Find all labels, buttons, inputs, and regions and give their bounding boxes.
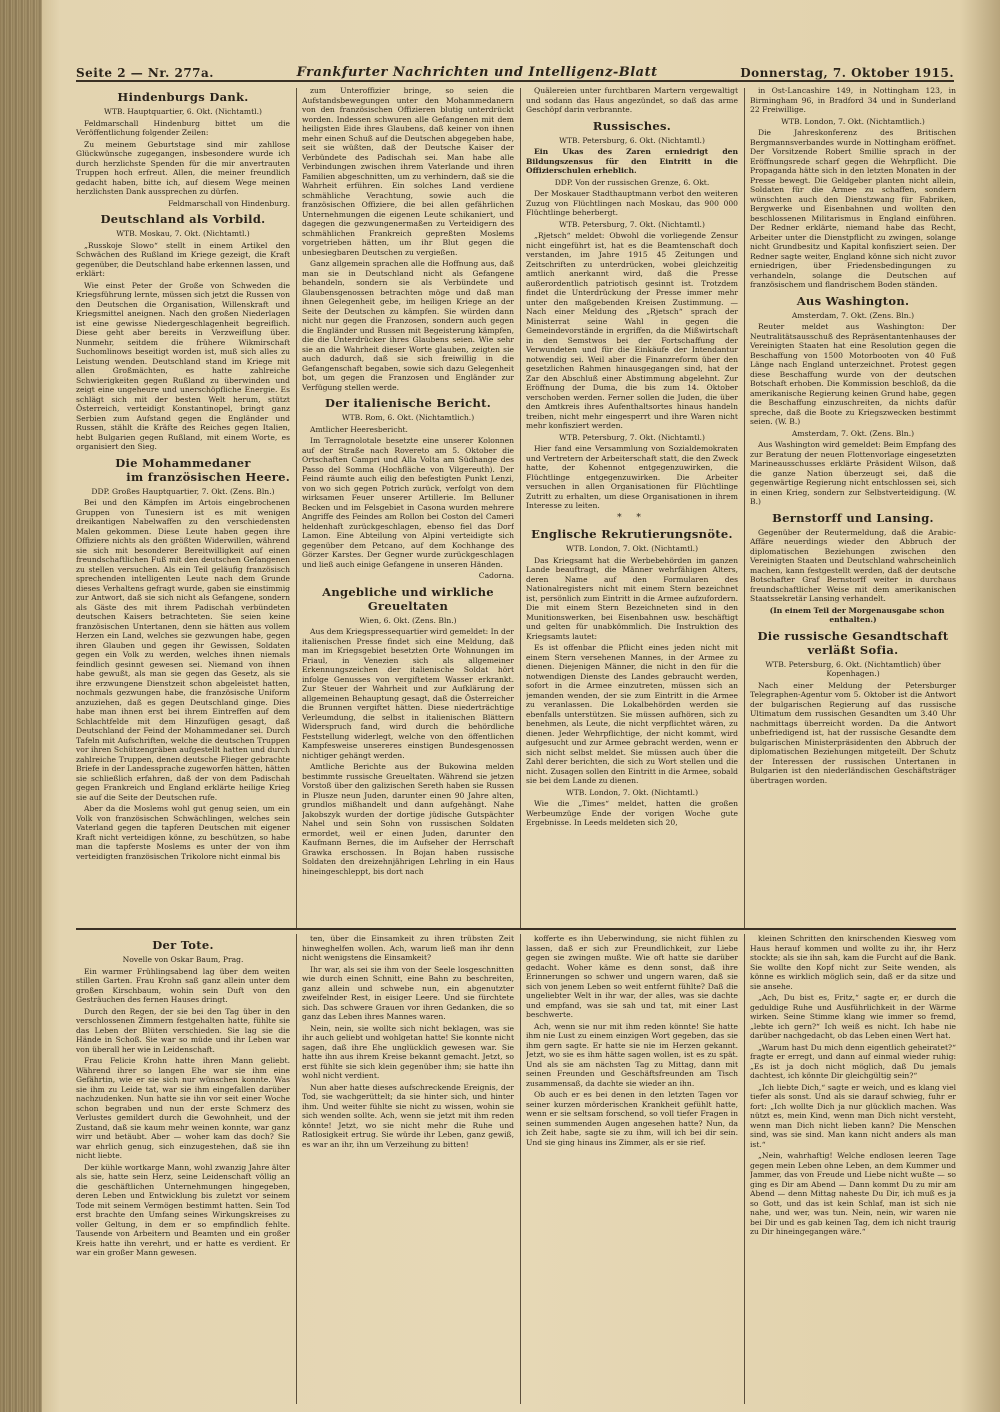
story-paragraph: Durch den Regen, der sie bei den Tag über in den verschlossenen Zimmern festgehalten hatte, fühlte sie das Leben der Blüten verschieden. Sie lag sie die Hände in Schoß. Sie war so müde und ihr Leben war von überall her wie in Leidenschaft. bbox=[76, 1006, 290, 1054]
book-binding bbox=[0, 0, 42, 1412]
feuilleton-column-1 bbox=[76, 934, 290, 1404]
article-signature: Cadorna. bbox=[478, 571, 514, 580]
article-paragraph: Aus dem Kriegspressequartier wird gemeldet: In der italienischen Presse findet sich eine Meldung, daß man im Kriegsgebiet besetzten Orte Wohnungen im Friaul, in Venezien sich als allgemeiner Erkennungszeichen der italienische Soldat hört infolge Genusses von vergiftetem Wasser erkrankt. Zur Steuer der Wahrheit und zur Aufklärung der allgemeinen Behauptung gesagt, daß die Österreicher die Brunnen vergiftet hätten. Diese niederträchtige Verleumdung, die selbst in italienischen Blättern Widerspruch fand, wird durch die behördliche Feststellung widerlegt, welche von den öffentlichen Kampfesweise unsereres einstigen Bundesgenossen nichtiger gehängt werden. bbox=[302, 627, 514, 760]
article-paragraph: Reuter meldet aus Washington: Der Neutralitätsausschuß des Repräsentantenhauses der Vereinigten Staaten hat eine Resolution gegen die Beschaffung von 1500 Motorbooten von 40 Fuß Länge nach England unterzeichnet. Protest gegen diese Beschaffung wurde von der deutschen Botschaft erhoben. Die Kommission beschloß, da die amerikanische Regierung keinen Grund habe, gegen die Beschaffung einzuschreiten, da nichts dafür spreche, daß die Boote zu Kriegszwecken bestimmt seien. (W. B.) bbox=[750, 322, 956, 426]
article-paragraph: in Ost-Lancashire 149, in Nottingham 123, in Birmingham 96, in Bradford 34 und in Sunderland 22 Freiwillige. bbox=[750, 86, 956, 114]
article-paragraph: Die Jahreskonferenz des Britischen Bergmannsverbandes wurde in Nottingham eröffnet. Der Vorsitzende Robert Smillie sprach in der Eröffnungsrede scharf gegen die Wehrpflicht. Die Propaganda hätte sich in den letzten Monaten in der Presse bewegt. Die Geldgeber planten nicht allein, Soldaten für die Armee zu schaffen, sondern wünschten auch den Dienstzwang für Fabriken, Bergwerke und Eisenbahnen und wollten den beschlossenen Militarismus in England einführen. Der Redner erklärte, niemand habe das Recht, Arbeiter unter die Dienstpflicht zu zwingen, solange nicht Grundbesitz und Kapital konfisziert seien. Der Redner sagte weiter, England könne sich nicht zuvor erniedrigen, über Friedensbedingungen zu verhandeln, solange die Deutschen auf französischem und flandrischem Boden ständen. bbox=[750, 128, 956, 289]
article-headline: Hindenburgs Dank. bbox=[117, 90, 249, 104]
story-paragraph: Ob auch er es bei denen in den letzten Tagen vor seiner kurzen mörderischen Krankheit gefühlt hatte, wenn er sie seltsam forschend, so voll tiefer Fragen in seinen summenden Augen angesehen hatte? Nun, da ich Zeit habe, sagte sie zu ihm, will ich bei dir sein. Und sie ging hinaus ins Zimmer, als er sie rief. bbox=[526, 1090, 738, 1147]
article-signature: Feldmarschall von Hindenburg. bbox=[168, 198, 290, 208]
story-paragraph: Nein, nein, sie wollte sich nicht beklagen, was sie ihr auch geliebt und wohlgetan hatte! Sie konnte nicht sagen, daß ihre Ehe unglücklich gewesen war. Sie hatte ihn aus ihrem Kreise bekannt gemacht. Jetzt, so erst fühlte sie sich klein gegenüber ihm; sie hatte ihn wohl nicht verdient. bbox=[302, 1023, 514, 1080]
article-dateline: DDP. Von der russischen Grenze, 6. Okt. bbox=[554, 177, 710, 187]
article-dateline: WTB. Hauptquartier, 6. Okt. (Nichtamtl.) bbox=[104, 107, 262, 116]
story-paragraph: Ein warmer Frühlingsabend lag über dem weiten stillen Garten. Frau Krohn saß ganz allein unter dem großen Kirschbaum, wohin sein Duft von den Gesträuchen des fernen Hauses dringt. bbox=[76, 966, 290, 1004]
article-dateline: WTB. Petersburg, 7. Okt. (Nichtamtl.) bbox=[559, 219, 705, 229]
article-headline: Deutschland als Vorbild. bbox=[100, 212, 266, 226]
article-headline: im französischen Heere. bbox=[126, 469, 290, 484]
feuilleton-column-3 bbox=[526, 934, 738, 1404]
article-dateline: WTB. London, 7. Okt. (Nichtamtl.) bbox=[565, 787, 699, 797]
column-divider bbox=[520, 88, 521, 928]
article-dateline: DDP. Großes Hauptquartier, 7. Okt. (Zens. Bln.) bbox=[91, 486, 275, 496]
article-headline: Bernstorff und Lansing. bbox=[772, 510, 934, 525]
article-dateline: WTB. Petersburg, 6. Okt. (Nichtamtlich) über Kopenhagen.) bbox=[765, 659, 941, 678]
feuilleton-column-4 bbox=[750, 934, 956, 1404]
article-paragraph: Wie die „Times“ meldet, hatten die großen Werbeumzüge Ende der vorigen Woche gute Ergebnisse. In Leeds meldeten sich 20, bbox=[526, 799, 738, 827]
article-headline: Russisches. bbox=[592, 118, 672, 133]
story-title: Der Tote. bbox=[152, 938, 214, 952]
page-header bbox=[76, 58, 954, 82]
article-headline: Aus Washington. bbox=[796, 293, 910, 308]
article-headline: Der italienische Bericht. bbox=[324, 396, 492, 410]
column-divider bbox=[744, 88, 745, 928]
article-paragraph: Bei und den Kämpfen im Artois eingebrochenen Gruppen von Tunesiern ist es mit wenigen dreikantigen Nabelwaffen zu den verschiedensten Malen gekommen. Diese Leute haben gegen ihre Offiziere nichts als den größten Widerwillen, während sie sich mit besonderer Bereitwilligkeit auf einen freundschaftlichen Fuß mit den deutschen Gefangenen zu stellen versuchen. Als ein Teil geläufig französisch sprechenden intelligenten Leute nach dem Grunde dieses Verhaltens gefragt wurde, gaben sie einstimmig zur Antwort, daß sie sich nicht als Gefangene, sondern als Gäste des mit ihrem Padischah verbündeten deutschen Kaisers betrachteten. Sie seien keine französischen Untertanen, denn sie hätten aus vollem Herzen ein Land, welches sie gezwungen habe, gegen ihren Glauben und gegen ihr Gewissen, Soldaten gegen ein Volk zu werden, welches ihnen niemals feindlich gesinnt gewesen sei. Niemand von ihnen habe gewußt, als man sie gegen das Gesetz, als sie ihre erzwungene Dienstzeit schon abgeleistet hatten, nochmals gezwungen habe, die französische Uniform anzuziehen, daß es gegen Deutschland ginge. Dies habe man ihnen erst bei ihrem Eintreffen auf dem Schlachtfelde mit dem Hinzufügen gesagt, daß Deutschland der Feind der Mohammedaner sei. Durch Tafeln mit Aufschriften, welche die deutschen Truppen vor ihren Schützengräben aufgestellt hatten und durch zahlreiche Truppen, denen deutsche Flieger gebrachte Briefe in der Landessprache zugeworfen hätten, hätten sie schließlich erfahren, daß der von dem Padischah gegen Frankreich und England erklärte heilige Krieg sie auf die Seite der Deutschen rufe. bbox=[76, 498, 290, 802]
article-paragraph: „Russkoje Slowo“ stellt in einem Artikel den Schwächen des Rußland im Kriege gezeigt, die Kraft gegenüber, die Deutschland habe erkennen lassen, und erklärt: bbox=[76, 240, 290, 278]
article-paragraph: Nach einer Meldung der Petersburger Telegraphen-Agentur vom 5. Oktober ist die Antwort der bulgarischen Regierung auf das russische Ultimatum dem russischen Gesandten um 3.40 Uhr nachmittags überreicht worden. Da die Antwort unbefriedigend ist, hat der russische Gesandte dem bulgarischen Ministerpräsidenten den Abbruch der diplomatischen Beziehungen mitgeteilt. Der Schutz der Interessen der russischen Untertanen in Bulgarien ist den niederländischen Geschäftsträger übertragen worden. bbox=[750, 680, 956, 785]
article-paragraph: Es ist offenbar die Pflicht eines jeden nicht mit einem Stern versehenen Mannes, in der Armee zu dienen. Diejenigen Männer, die nicht in den für die notwendigen Dienste des Landes gebraucht werden, sofort in die Armee einzutreten, müssen sich an jemanden wenden, der sie zum Eintritt in die Armee zu veranlassen. Die Lokalbehörden werden sie ebenfalls unterstützen. Sie müssen aufhören, sich zu benehmen, als Leute, die nicht verpflichtet wären, zu dienen. Jeder Wehrpflichtige, der nicht kommt, wird aufgesucht und zur Armee gebracht werden, wenn er sich nicht selbst meldet. Sie müssen auch über die Zahl derer berichten, die sich zu Wort stellen und die nicht. Zusagen sollen den Eintritt in die Armee, sobald sie bei dem Lande zu dienen. bbox=[526, 643, 738, 785]
feuilleton-column-2 bbox=[302, 934, 514, 1404]
column-2 bbox=[302, 86, 514, 922]
article-paragraph: Quälereien unter furchtbaren Martern vergewaltigt und sodann das Haus angezündet, so daß das arme Geschöpf darin verbrannte. bbox=[526, 86, 738, 114]
story-paragraph: kofferte es ihn Ueberwindung, sie nicht fühlen zu lassen, daß er sich zur Freundlichkeit, zur Liebe gegen sie zwingen mußte. Wie oft hatte sie darüber gedacht. Woher käme es denn sonst, daß ihre Erinnerungen so schwer und ungern waren, daß sie sich von jenem Leben so weit entfernt fühlte? Daß die ungeliebter Welt in ihr war, der alles, was sie dachte und empfand, was sie sah und tat, mit einer Last beschwerte. bbox=[526, 934, 738, 1019]
column-1 bbox=[76, 86, 290, 922]
article-paragraph: zum Unteroffizier bringe, so seien die Aufstandsbewegungen unter den Mohammedanern von den französischen Offizieren blutig unterdrückt worden. Indessen schwuren alle Gefangenen mit dem heiligsten Eide ihres Glaubens, daß keiner von ihnen mehr einen Schuß auf die Deutschen abgegeben habe, seit sie wüßten, daß der Deutsche Kaiser der Verbündete des Padischah sei. Man habe alle Verbindungen zwischen ihrem Vaterlande und ihren Familien abgeschnitten, um zu verhindern, daß sie die Wahrheit erführen. Ein solches Land verdiene schmähliche Verachtung, sowie auch die französischen Offiziere, die bei allen gefährlichen Unternehmungen die eigenen Leute schikaniert, und dagegen die gezwungenermaßen zu Verteidigern des schmählichen Frankreich gepreßten Moslems vorgetrieben hätten, um ihr Blut gegen die unbesiegbaren Deutschen zu vergießen. bbox=[302, 86, 514, 257]
article-paragraph: Hier fand eine Versammlung von Sozialdemokraten und Vertretern der Arbeiterschaft statt, die den Zweck hatte, der Kohennot entgegenzuwirken, die Flüchtlinge entgegenzuwirken. Die Arbeiter versuchen in allen Organisationen für Flüchtlinge Zutritt zu erhalten, um diese Organisationen in ihrem Interesse zu leiten. bbox=[526, 444, 738, 510]
article-dateline: WTB. London, 7. Okt. (Nichtamtl.) bbox=[565, 544, 699, 553]
article-dateline: Amsterdam, 7. Okt. (Zens. Bln.) bbox=[791, 428, 915, 438]
story-paragraph: „Ach, Du bist es, Fritz,“ sagte er, er durch die geduldige Ruhe und Ausführlichkeit in der Wärme wirken. Seine Stimme klang wie immer so fremd, „lebte ich gern?“ Ich weiß es nicht. Ich habe nie darüber nachgedacht, ob das Leben einen Wert hat. bbox=[750, 993, 956, 1040]
story-paragraph: Nun aber hatte dieses aufschreckende Ereignis, der Tod, sie wachgerüttelt; da sie hinter sich, und hinter ihm. Und weiter fühlte sie nicht zu wissen, wohin sie sich wenden sollte. Ach, wenn sie jetzt mit ihm reden könnte! Jetzt, wo sie nicht mehr die Ruhe und Ratlosigkeit ertrug. Sie würde ihr Leben, ganz gewiß, es war an ihr, ihn um Verzeihung zu bitten! bbox=[302, 1082, 514, 1149]
column-3 bbox=[526, 86, 738, 922]
article-headline: Die Mohammedaner bbox=[115, 455, 251, 470]
article-dateline: WTB. Moskau, 7. Okt. (Nichtamtl.) bbox=[116, 229, 250, 238]
edition-note: (In einem Teil der Morgenausgabe schon enthalten.) bbox=[769, 605, 945, 624]
section-separator: * * bbox=[617, 512, 647, 523]
story-paragraph: Ihr war, als sei sie ihm von der Seele losgeschnitten wie durch einen Schnitt, eine Bahn zu beschreiten, ganz allein und schwebe nun, ein abgenutzter zweifelnder Rest, in eisiger Leere. Und sie fürchtete sich. Das schwere Grauen vor ihren Gedanken, die so ganz das Leben ihres Mannes waren. bbox=[302, 964, 514, 1021]
article-dateline: WTB. London, 7. Okt. (Nichtamtlich.) bbox=[781, 116, 925, 126]
story-paragraph: „Ich liebte Dich,“ sagte er weich, und es klang viel tiefer als sonst. Und als sie darauf schwieg, fuhr er fort: „Ich wollte Dich ja nur glücklich machen. Was nützt es, mein Kind, wenn man Dich nicht versteht, wenn man Dich nicht lieben kann? Die Menschen sind, was sie sind. Man kann nicht anders als man ist.“ bbox=[750, 1082, 956, 1149]
article-paragraph: Aber da die Moslems wohl gut genug seien, um ein Volk von französischen Schwächlingen, welches sein Vaterland gegen die tapferen Deutschen mit eigener Kraft nicht verteidigen könne, zu beschützen, so habe man die tapferste Moslems es unter der von ihm verteidigten französischen Trikolore nicht einmal bis bbox=[76, 804, 290, 861]
article-dateline: WTB. Petersburg, 6. Okt. (Nichtamtl.) bbox=[559, 135, 705, 145]
article-paragraph: Wie einst Peter der Große von Schweden die Kriegsführung lernte, müssen sich jetzt die Russen von den Deutschen die Organisation, Willenskraft und Kriegsmittel aneignen. Nach den großen Niederlagen ist eine gewisse Niedergeschlagenheit begreiflich. Diese geht aber bereits in Verzweiflung über. Nunmehr, seitdem die frühere Wikmirschaft Suchomlinows beseitigt worden ist, muß sich alles zu Leistung wenden. Deutschland stand im Kriege mit allen Großmächten, es hatte zahlreiche Schwierigkeiten gegen Rußland zu überwinden und zeigt eine ungeheure und unerschöpfliche Energie. Es schlägt sich mit der besten Welt herum, stützt Österreich, verteidigt Konstantinopel, bringt ganz Serbien zum Aufstand gegen die Engländer und Russen, stählt die Kräfte des Reiches gegen Italien, hebt Bulgarien gegen Rußland, mit einem Worte, es organisiert den Sieg. bbox=[76, 280, 290, 451]
story-paragraph: Ach, wenn sie nur mit ihm reden könnte! Sie hatte ihm nie Lust zu einem einzigen Wort gegeben, das sie ihm gern sagte. Er hatte sie nie im Herzen gekannt. Jetzt, wo sie es ihm hätte sagen wollen, ist es zu spät. Und als sie am nächsten Tag zu Mittag, dann mit seinen Freunden und Geschäftsfreunden am Tisch zusammensaß, da dachte sie wieder an ihn. bbox=[526, 1021, 738, 1088]
column-divider bbox=[296, 934, 297, 1404]
column-divider bbox=[744, 934, 745, 1404]
article-dateline: WTB. Petersburg, 7. Okt. (Nichtamtl.) bbox=[559, 432, 705, 442]
column-divider bbox=[296, 88, 297, 928]
article-subheadline: Ein Ukas des Zaren erniedrigt den Bildungszensus für den Eintritt in die Offizierschulen erheblich. bbox=[526, 147, 738, 175]
story-paragraph: „Warum hast Du mich denn eigentlich geheiratet?“ fragte er erregt, und dann auf einmal wieder ruhig: „Es ist ja doch nicht möglich, daß Du jemals dachtest, ich könnte Dir gleichgültig sein?“ bbox=[750, 1042, 956, 1080]
story-paragraph: Der kühle wortkarge Mann, wohl zwanzig Jahre älter als sie, hatte sein Herz, seine Leidenschaft völlig an die geschäftlichen Unternehmungen hingegeben, deren Leben und Entwicklung bis zuletzt vor seinem Tode mit seinem Vermögen bestimmt hatten. Sein Tod erst brachte den Umfang seines Wirkungskreises zu voller Geltung, in dem er so empfindlich fehlte. Tausende von Arbeitern und Beamten und ein großer Kreis hatte ihn verehrt, und er hatte es verdient. Er war ein großer Mann gewesen. bbox=[76, 1162, 290, 1257]
article-paragraph: Im Terragnolotale besetzte eine unserer Kolonnen auf der Straße nach Rovereto am 5. Oktober die Ortschaften Campri und Alla Volta am Südhange des Passo del Somma (Hochfläche von Vilgereuth). Der Feind räumte auch eilig den befestigten Punkt Lenzi, von wo sich gegen Potrich zurück, verfolgt von dem wirksamen Feuer unserer Artillerie. Im Belluner Becken und im Felsgebiet in Casona wurden mehrere Angriffe des Feindes am Rollon bei Coston del Cameri heldenhaft zurückgeschlagen, ebenso fiel das Dorf Lamon. Eine Abteilung von Alpini verteidigte sich gegenüber dem Petcano, auf dem Kochhange des Görzer Karstes. Der Gegner wurde zurückgeschlagen und ließ auch einige Gefangene in unseren Händen. bbox=[302, 436, 514, 569]
header-date: Donnerstag, 7. Oktober 1915. bbox=[740, 66, 954, 80]
article-paragraph: Das Kriegsamt hat die Werbebehörden im ganzen Lande beauftragt, die Männer wehrfähigen Alters, deren Name auf den Formularen des Nationalregisters nicht mit einem Stern bezeichnet ist, persönlich zum Eintritt in die Armee aufzufordern. Die mit einem Stern Bezeichneten sind in den Munitionswerken, bei Eisenbahnen usw. beschäftigt und gelten für unabkömmlich. Die Instruktion des Kriegsamts lautet: bbox=[526, 555, 738, 641]
article-lead: Amtlicher Heeresbericht. bbox=[310, 424, 408, 434]
article-headline: Die russische Gesandtschaft verläßt Sofia. bbox=[757, 628, 949, 657]
header-page-number: Seite 2 — Nr. 277a. bbox=[76, 66, 214, 80]
article-paragraph: Aus Washington wird gemeldet: Beim Empfang des zur Beratung der neuen Flottenvorlage eingesetzten Marineausschusses erklärte Präsident Wilson, daß die ganze Nation überzeugt sei, daß die gegenwärtige Regierung nicht entschlossen sei, sich in einen Krieg, sondern zur Selbstverteidigung. (W. B.) bbox=[750, 440, 956, 506]
article-dateline: Amsterdam, 7. Okt. (Zens. Bln.) bbox=[791, 310, 915, 320]
article-paragraph: Der Moskauer Stadthauptmann verbot den weiteren Zuzug von Flüchtlingen nach Moskau, das 900 000 Flüchtlinge beherbergt. bbox=[526, 189, 738, 217]
story-paragraph: Frau Felicie Krohn hatte ihren Mann geliebt. Während ihrer so langen Ehe war sie ihm eine Gefährtin, wie er sie sich nur wünschen konnte. Was sie ihm zu Leide tat, war sie ihm eingefallen darüber nachzudenken. Nun hatte sie ihn vor seit einer Woche schon begraben und nun der erste Schmerz des Verlustes gemildert durch die Gewohnheit, und der Zustand, daß sie kaum mehr weinen konnte, war ganz wirr und betäubt. Aber — woher kam das doch? Sie war ehrlich genug, sich einzugestehen, daß sie ihn nicht liebte. bbox=[76, 1056, 290, 1160]
story-paragraph: ten, über die Einsamkeit zu ihren trübsten Zeit hinweghelfen wollen. Ach, warum ließ man ihr denn nicht wenigstens die Einsamkeit? bbox=[302, 934, 514, 962]
story-paragraph: „Nein, wahrhaftig! Welche endlosen leeren Tage gegen mein Leben ohne Leben, an dem Kummer und Jammer, das von Freude und Liebe nicht wußte — so ging es Dir am Abend — Dann kommt Du zu mir am Abend — denn Mittag naheste Du Dir, ich muß es ja so Gott, und das ist kein Schlaf, man ist sich nie nahe, und wer, was tun. Nein, nein, wir waren nie bei Dir und es gab keinen Tag, dem ich nicht traurig zu Dir hineingegangen wäre.“ bbox=[750, 1151, 956, 1236]
column-4 bbox=[750, 86, 956, 922]
feuilleton-rule bbox=[76, 928, 956, 930]
article-paragraph: „Rjetsch“ meldet: Obwohl die vorliegende Zensur nicht eingeführt ist, hat es die Beamtenschaft doch verstanden, im Jahre 1915 45 Zeitungen und Zeitschriften zu unterdrücken, wobei gleichzeitig amtlich anerkannt wird, daß die Presse außerordentlich patriotisch gesinnt ist. Trotzdem findet die Unterdrückung der Presse immer mehr unter den maßgebenden Kreisen Zustimmung. — Nach einer Meldung des „Rjetsch“ sprach der Ministerrat seine Wahl in gegen die Gemeindevorstände in ergriffen, da die Mißwirtschaft in den Semstwos bei der Fortschaffung der Verwundeten und für die Einkäufe der Intendantur notwendig sei. Weil aber die Finanzreform über den gesetzlichen Rahmen hinausgegangen sind, hat der Zar den Abschluß einer Abstimmung abgelehnt. Zur Eröffnung der Duma, die bis zum 14. Oktober verschoben werden. Ferner sollen die Juden, die über den Amtkreis ihres Aufenthaltsortes hinaus handeln treiben, nicht mehr eingesperrt und ihre Waren nicht mehr konfisziert werden. bbox=[526, 231, 738, 430]
header-masthead: Frankfurter Nachrichten und Intelligenz-Blatt bbox=[296, 65, 658, 80]
article-paragraph: Amtliche Berichte aus der Bukowina melden bestimmte russische Greueltaten. Während sie jetzen Vorstoß über den galizischen Sereth haben sie Russen in Plusze neun Juden, darunter einen 90 Jahre alten, grundlos mißhandelt und dann aufgehängt. Nahe Jakobszyk wurden der dortige jüdische Gutspächter Nahel und sein Sohn von russischen Soldaten ermordet, weil er einen Juden, darunter den Kaufmann Bernes, die im Aufseher der Herrschaft Grawka erschossen. In Bojan haben russische Soldaten den dreizehnjährigen Lehrling in ein Haus hineingeschleppt, bis dort nach bbox=[302, 762, 514, 876]
article-paragraph: Gegenüber der Reutermeldung, daß die Arabic-Affäre neuerdings wieder den Abbruch der diplomatischen Beziehungen zwischen den Vereinigten Staaten und Deutschland wahrscheinlich machen, kann festgestellt werden, daß der deutsche Botschafter Graf Bernstorff weiter in durchaus freundschaftlicher Weise mit dem amerikanischen Staatssekretär Lansing verhandelt. bbox=[750, 527, 956, 603]
article-headline: Englische Rekrutierungsnöte. bbox=[531, 527, 733, 541]
article-paragraph: Ganz allgemein sprachen alle die Hoffnung aus, daß man sie in Deutschland nicht als Gefangene behandeln, sondern sie als Verbündete und Glaubensgenossen betrachten möge und daß man ihnen Gelegenheit gebe, im heiligen Kriege an der Seite der Deutschen zu kämpfen. Sie würden dann nicht nur gegen die Franzosen, sondern auch gegen die Engländer und Russen mit Begeisterung kämpfen, die die Unterdrücker ihres Glaubens seien. Wie sehr sie an die Wahrheit dieser Worte glauben, zeigten sie auch dadurch, daß sie sich freiwillig in die Gefangenschaft begaben, sowie sich dazu Gelegenheit bot, um gegen die Franzosen und Engländer zur Verfügung stellen werde. bbox=[302, 259, 514, 392]
article-paragraph: Feldmarschall Hindenburg bittet um die Veröffentlichung folgender Zeilen: bbox=[76, 118, 290, 137]
article-headline: Angebliche und wirkliche Greueltaten bbox=[322, 584, 494, 613]
story-paragraph: kleinen Schritten den knirschenden Kiesweg vom Haus herauf kommen und wollte zu ihr, ihr Herz stockte; als sie ihn sah, kam die Furcht auf die Bank. Sie wollte den Kopf nicht zur Seite wenden, als könne es wirklich möglich sein, daß er da sitze und sie ansehe. bbox=[750, 934, 956, 991]
column-divider bbox=[520, 934, 521, 1404]
article-dateline: Wien, 6. Okt. (Zens. Bln.) bbox=[359, 615, 457, 625]
article-paragraph: Zu meinem Geburtstage sind mir zahllose Glückwünsche zugegangen, insbesondere wurde ich durch herzlichste Spenden für die mir anvertrauten Truppen hoch erfreut. Allen, die meiner freundlich gedacht haben, bitte ich, auf diesem Wege meinen herzlichsten Dank aussprechen zu dürfen. bbox=[76, 139, 290, 196]
story-byline: Novelle von Oskar Baum, Prag. bbox=[122, 955, 244, 964]
article-dateline: WTB. Rom, 6. Okt. (Nichtamtlich.) bbox=[341, 413, 475, 422]
